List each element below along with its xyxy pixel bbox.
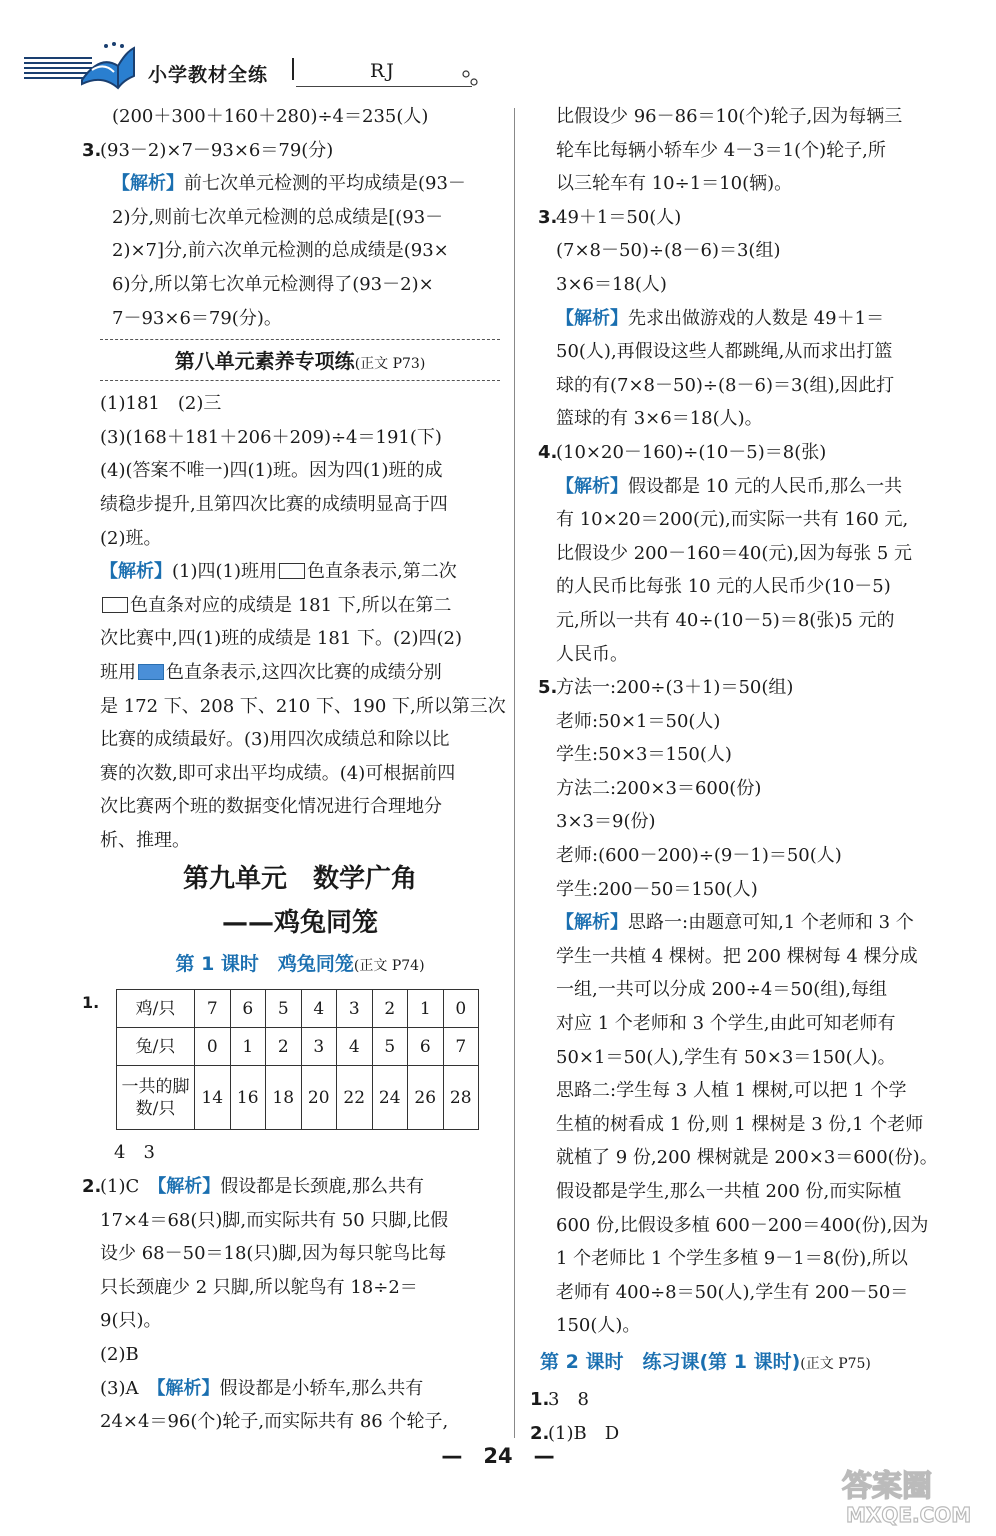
question-1	[82, 989, 500, 1130]
column-divider	[514, 108, 515, 1438]
watermark-url: MXQE.COM	[846, 1503, 972, 1527]
edition-label: RJ	[370, 60, 396, 82]
analysis-text: 假设都是 10 元的人民币,那么一共	[628, 475, 903, 497]
analysis-text: (1)四(1)班用	[172, 561, 277, 583]
table-cell: 2	[372, 990, 408, 1028]
header-separator	[292, 58, 294, 80]
analysis-text: 以三轮车有 10÷1＝10(辆)。	[556, 173, 793, 195]
row-header: 兔/只	[117, 1028, 195, 1066]
answer-text: (4)(答案不唯一)四(1)班。因为四(1)班的成	[100, 460, 443, 482]
answer-text: 3×6＝18(人)	[556, 273, 667, 295]
table-cell: 6	[230, 990, 266, 1028]
table-cell: 5	[372, 1028, 408, 1066]
table-row	[117, 1028, 479, 1066]
right-column	[530, 100, 940, 1450]
row-header: 鸡/只	[117, 990, 195, 1028]
table-cell: 1	[408, 990, 444, 1028]
table-cell: 24	[372, 1066, 408, 1130]
question-number: 3.	[82, 139, 102, 161]
outline-bar-swatch	[279, 563, 305, 579]
table-row	[117, 1066, 479, 1130]
table-cell: 20	[301, 1066, 337, 1130]
table-cell: 0	[443, 990, 479, 1028]
table-cell: 1	[230, 1028, 266, 1066]
analysis-text: 2)×7]分,前六次单元检测的总成绩是(93×	[112, 240, 449, 262]
analysis-text: 是 172 下、208 下、210 下、190 下,所以第三次	[100, 695, 506, 717]
analysis-text: 比赛的成绩最好。(3)用四次成绩总和除以比	[100, 729, 450, 751]
outline-bar-swatch	[102, 597, 128, 613]
answer-text: (3)(168＋181＋206＋209)÷4＝191(下)	[100, 426, 442, 448]
table-cell: 2	[266, 1028, 302, 1066]
page-header	[0, 0, 996, 100]
lesson-ref: (正文 P75)	[800, 1355, 871, 1372]
section-title-text: 第八单元素养专项练	[174, 349, 355, 374]
analysis-text: 篮球的有 3×6＝18(人)。	[556, 408, 763, 430]
watermark-text: 答案圈	[842, 1469, 932, 1504]
table-cell: 7	[195, 990, 231, 1028]
analysis-text: 人民币。	[556, 643, 628, 665]
analysis-text: 设少 68－50＝18(只)脚,因为每只鸵鸟比每	[100, 1243, 447, 1265]
answer-text: (7×8－50)÷(8－6)＝3(组)	[556, 240, 781, 262]
analysis-text: 50×1＝50(人),学生有 50×3＝150(人)。	[556, 1046, 896, 1068]
analysis-text: 50(人),再假设这些人都跳绳,从而求出打篮	[556, 341, 893, 363]
row-header: 一共的脚数/只	[117, 1066, 195, 1130]
analysis-text: 元,所以一共有 40÷(10－5)＝8(张)5 元的	[556, 609, 895, 631]
section-title	[100, 339, 500, 381]
table-cell: 26	[408, 1066, 444, 1130]
table-cell: 7	[443, 1028, 479, 1066]
analysis-tag: 【解析】	[157, 1176, 221, 1198]
analysis-text: 6)分,所以第七次单元检测得了(93－2)×	[112, 273, 434, 295]
table-cell: 18	[266, 1066, 302, 1130]
analysis-text: 600 份,比假设多植 600－200＝400(份),因为	[556, 1214, 929, 1236]
analysis-tag: 【解析】	[156, 1377, 220, 1399]
analysis-text: 的人民币比每张 10 元的人民币少(10－5)	[556, 576, 891, 598]
analysis-text: 轮车比每辆小轿车少 4－3＝1(个)轮子,所	[556, 139, 886, 161]
answer-text: (2)B	[100, 1344, 139, 1366]
analysis-text: 只长颈鹿少 2 只脚,所以鸵鸟有 18÷2＝	[100, 1276, 418, 1298]
answer-text: (93－2)×7－93×6＝79(分)	[100, 139, 334, 161]
analysis-text: 就植了 9 份,200 棵树就是 200×3＝600(份)。	[556, 1147, 938, 1169]
table-cell: 16	[230, 1066, 266, 1130]
analysis-text: 色直条对应的成绩是 181 下,所以在第二	[130, 594, 452, 616]
left-column	[82, 100, 506, 1439]
lesson-title	[100, 945, 500, 985]
table-cell: 0	[195, 1028, 231, 1066]
question-number: 3.	[538, 206, 558, 228]
answer-text: 学生:50×3＝150(人)	[556, 744, 732, 766]
ornament-icon	[460, 66, 486, 90]
analysis-text: 2)分,则前七次单元检测的总成绩是[(93－	[112, 206, 444, 228]
analysis-text: 1 个老师比 1 个学生多植 9－1＝8(份),所以	[556, 1248, 908, 1270]
table-cell: 4	[337, 1028, 373, 1066]
analysis-text: 比假设少 200－160＝40(元),因为每张 5 元	[556, 542, 912, 564]
analysis-tag: 【解析】	[556, 475, 628, 497]
analysis-text: 先求出做游戏的人数是 49＋1＝	[628, 307, 885, 329]
answer-text: (10×20－160)÷(10－5)＝8(张)	[556, 441, 827, 463]
answer-text: 49＋1＝50(人)	[556, 206, 682, 228]
unit-subtitle: ——鸡兔同笼	[221, 908, 378, 939]
analysis-text: 假设都是长颈鹿,那么共有	[220, 1176, 425, 1198]
lesson-title-text: 第 1 课时 鸡兔同笼	[175, 953, 354, 976]
question-number: 2.	[82, 1176, 102, 1198]
table-cell: 4	[301, 990, 337, 1028]
filled-bar-swatch	[138, 664, 164, 680]
text-line: (200＋300＋160＋280)÷4＝235(人)	[112, 106, 429, 127]
analysis-text: 色直条表示,这四次比赛的成绩分别	[166, 661, 442, 683]
table-cell: 3	[337, 990, 373, 1028]
book-title: 小学教材全练	[148, 64, 269, 86]
analysis-text: 析、推理。	[100, 829, 190, 851]
table-cell: 14	[195, 1066, 231, 1130]
lesson-ref: (正文 P74)	[353, 958, 425, 975]
section-ref: (正文 P73)	[354, 356, 426, 373]
answer-text: (3)A	[100, 1377, 157, 1399]
book-logo-icon	[22, 40, 142, 90]
analysis-text: 150(人)。	[556, 1315, 641, 1337]
analysis-text: 有 10×20＝200(元),而实际一共有 160 元,	[556, 509, 909, 531]
analysis-tag: 【解析】	[100, 561, 172, 583]
header-rule	[296, 86, 472, 87]
analysis-text: 前七次单元检测的平均成绩是(93－	[184, 173, 466, 195]
analysis-text: 一组,一共可以分成 200÷4＝50(组),每组	[556, 979, 888, 1001]
analysis-tag: 【解析】	[556, 307, 628, 329]
analysis-text: 赛的次数,即可求出平均成绩。(4)可根据前四	[100, 762, 456, 784]
table-cell: 6	[408, 1028, 444, 1066]
analysis-text: 生植的树看成 1 份,则 1 棵树是 3 份,1 个老师	[556, 1113, 924, 1135]
table-row	[117, 990, 479, 1028]
answer-text: (2)班。	[100, 527, 162, 549]
question-number: 1.	[530, 1388, 550, 1410]
unit-title: 第九单元 数学广角	[182, 864, 417, 895]
answer-text: 学生:200－50＝150(人)	[556, 878, 758, 900]
analysis-tag: 【解析】	[112, 173, 184, 195]
answer-text: 绩稳步提升,且第四次比赛的成绩明显高于四	[100, 493, 448, 515]
answer-text: (1)181 (2)三	[100, 393, 222, 415]
answer-text: 老师:(600－200)÷(9－1)＝50(人)	[556, 845, 842, 867]
watermark-logo	[836, 1460, 986, 1530]
chicken-rabbit-table	[116, 989, 479, 1130]
analysis-text: 9(只)。	[100, 1310, 162, 1332]
analysis-text: 次比赛两个班的数据变化情况进行合理地分	[100, 796, 442, 818]
analysis-text: 球的有(7×8－50)÷(8－6)＝3(组),因此打	[556, 374, 895, 396]
answer-text: (1)C	[100, 1176, 158, 1198]
table-cell: 5	[266, 990, 302, 1028]
analysis-text: 次比赛中,四(1)班的成绩是 181 下。(2)四(2)	[100, 628, 463, 650]
analysis-text: 班用	[100, 661, 136, 683]
lesson-title-text: 第 2 课时 练习课(第 1 课时)	[540, 1350, 801, 1373]
answer-text: 3×3＝9(份)	[556, 811, 656, 833]
analysis-text: 思路二:学生每 3 人植 1 棵树,可以把 1 个学	[556, 1080, 907, 1102]
analysis-text: 学生一共植 4 棵树。把 200 棵树每 4 棵分成	[556, 945, 918, 967]
table-cell: 22	[337, 1066, 373, 1130]
analysis-tag: 【解析】	[556, 912, 628, 934]
answer-text: 方法二:200×3＝600(份)	[556, 777, 762, 799]
lesson-title	[540, 1343, 940, 1383]
answer-text: (1)B D	[548, 1422, 620, 1444]
analysis-text: 24×4＝96(个)轮子,而实际共有 86 个轮子,	[100, 1411, 449, 1433]
analysis-text: 假设都是小轿车,那么共有	[219, 1377, 424, 1399]
answer-text: 4 3	[114, 1142, 155, 1164]
answer-text: 老师:50×1＝50(人)	[556, 710, 721, 732]
analysis-text: 假设都是学生,那么一共植 200 份,而实际植	[556, 1181, 902, 1202]
question-number: 2.	[530, 1422, 550, 1444]
page-number: — 24 —	[441, 1444, 555, 1468]
question-number: 5.	[538, 677, 558, 699]
analysis-text: 思路一:由题意可知,1 个老师和 3 个	[628, 912, 914, 934]
question-number: 4.	[538, 441, 558, 463]
analysis-text: 比假设少 96－86＝10(个)轮子,因为每辆三	[556, 106, 903, 127]
analysis-text: 17×4＝68(只)脚,而实际共有 50 只脚,比假	[100, 1209, 449, 1231]
table-cell: 28	[443, 1066, 479, 1130]
analysis-text: 7－93×6＝79(分)。	[112, 307, 282, 329]
answer-text: 方法一:200÷(3＋1)＝50(组)	[556, 677, 794, 699]
analysis-text: 老师有 400÷8＝50(人),学生有 200－50＝	[556, 1281, 909, 1303]
table-cell: 3	[301, 1028, 337, 1066]
question-number: 1.	[82, 993, 100, 1013]
analysis-text: 对应 1 个老师和 3 个学生,由此可知老师有	[556, 1013, 896, 1035]
analysis-text: 色直条表示,第二次	[307, 561, 457, 583]
answer-text: 3 8	[548, 1388, 589, 1410]
